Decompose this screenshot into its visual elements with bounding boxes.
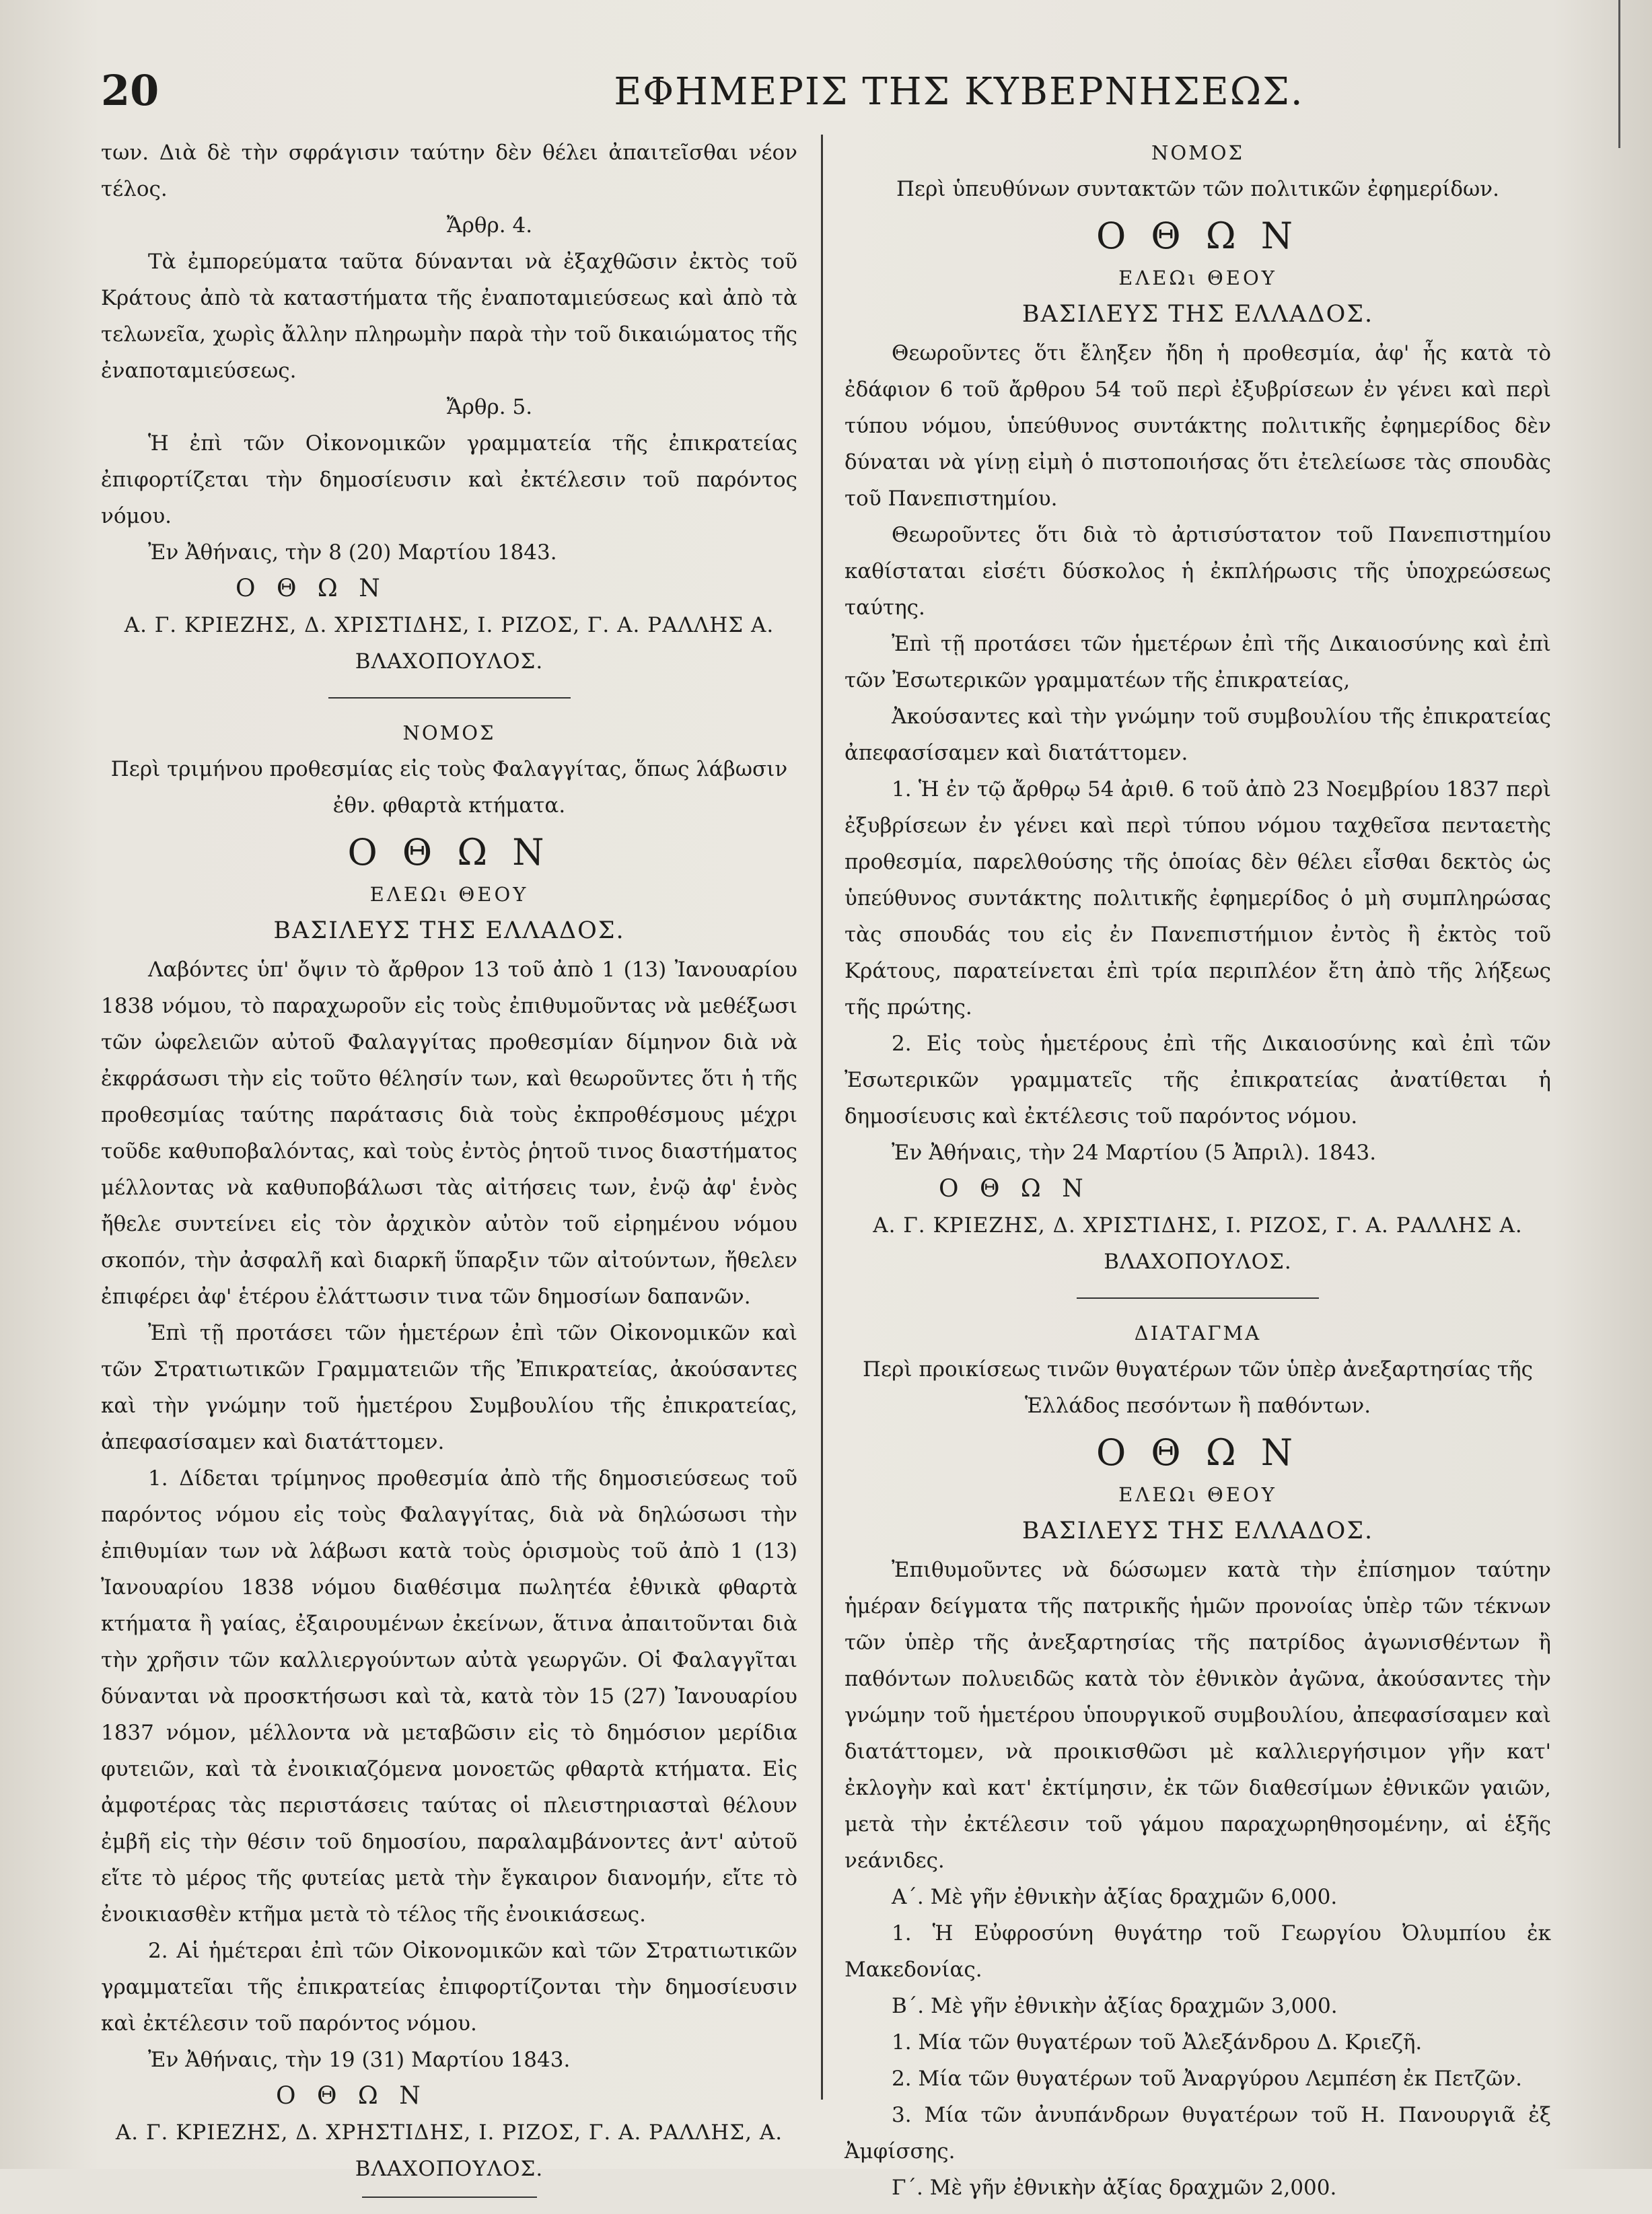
law-subject: Περὶ ὑπευθύνων συντακτῶν τῶν πολιτικῶν ἐφημερίδων. xyxy=(896,177,1499,201)
law-subject: Περὶ τριμήνου προθεσμίας εἰς τοὺς Φαλαγγίτας, ὅπως λάβωσιν ἐθν. φθαρτὰ κτήματα. xyxy=(110,757,788,818)
preamble-paragraph: Θεωροῦντες ὅτι διὰ τὸ ἀρτισύστατον τοῦ Πανεπιστημίου καθίσταται εἰσέτι δύσκολος ἡ ἐκπλήρωσις τῆς ὑποχρεώσεως ταύτης. xyxy=(845,523,1551,620)
law-paragraph: 2. Εἰς τοὺς ἡμετέρους ἐπὶ τῆς Δικαιοσύνης καὶ ἐπὶ τῶν Ἐσωτερικῶν γραμματεῖς τῆς ἐπικρατείας ἀνατίθεται ἡ δημοσίευσις καὶ ἐκτέλεσις τοῦ παρόντος νόμου. xyxy=(845,1032,1551,1129)
page-header xyxy=(101,61,1622,128)
decree-paragraph: Ἐπιθυμοῦντες νὰ δώσωμεν κατὰ τὴν ἐπίσημον ταύτην ἡμέραν δείγματα τῆς πατρικῆς ἡμῶν προνοίας ὑπὲρ τῶν τέκνων τῶν ὑπὲρ τῆς ἀνεξαρτησίας τῆς πατρίδος ἀγωνισθέντων ἢ παθόντων πολυειδῶς κατὰ τὸν ἐθνικὸν ἀγῶνα, ἀκούσαντες τὴν γνώμην τοῦ ἡμετέρου ὑπουργικοῦ συμβουλίου, ἀπεφασίσαμεν καὶ διατάττομεν, νὰ προικισθῶσι μὲ καλλιεργήσιμον γῆν κατ' ἐκλογὴν καὶ κατ' ἐκτίμησιν, ἐκ τῶν διαθεσίμων ἐθνικῶν γαιῶν, μετὰ τὴν ἐκτέλεσιν τοῦ γάμου παραχωρηθησομένην, αἱ ἑξῆς νεάνιδες. xyxy=(845,1558,1551,1873)
king-name: Ο Θ Ω Ν xyxy=(347,831,551,873)
continuation-text: των. Διὰ δὲ τὴν σφράγισιν ταύτην δὲν θέλει ἀπαιτεῖσθαι νέον τέλος. xyxy=(101,141,797,201)
end-rule xyxy=(362,2197,537,2198)
by-grace-of-god: ΕΛΕΩι ΘΕΟΥ xyxy=(1118,266,1277,289)
signature: Ο Θ Ω Ν xyxy=(939,1175,1090,1203)
page-edge-line xyxy=(1618,0,1620,148)
by-grace-of-god: ΕΛΕΩι ΘΕΟΥ xyxy=(1118,1483,1277,1506)
signature: Ο Θ Ω Ν xyxy=(276,2082,427,2110)
dowry-group-heading: Γ΄. Μὲ γῆν ἐθνικὴν ἀξίας δραχμῶν 2,000. xyxy=(892,2176,1337,2200)
ministers-signatures: Α. Γ. ΚΡΙΕΖΗΣ, Δ. ΧΡΗΣΤΙΔΗΣ, Ι. ΡΙΖΟΣ, Γ. Α. ΡΑΛΛΗΣ, Α. ΒΛΑΧΟΠΟΥΛΟΣ. xyxy=(115,2120,783,2181)
law-paragraph: 1. Ἡ ἐν τῷ ἄρθρῳ 54 ἀριθ. 6 τοῦ ἀπὸ 23 Νοεμβρίου 1837 περὶ ἐξυβρίσεων ἐν γένει καὶ περὶ τύπου νόμου ταχθεῖσα πενταετὴς προθεσμία, παρελθούσης τῆς ὁποίας δὲν θέλει εἶσθαι δεκτὸς ὡς ὑπεύθυνος συντάκτης πολιτικῆς ἐφημερίδος ὁ μὴ συμπληρώσας τὰς σπουδάς του εἰς ἐν Πανεπιστήμιον ἐντὸς ἢ ἐκτὸς τοῦ Κράτους, παρατείνεται ἐπὶ τρία περιπλέον ἔτη ἀπὸ τῆς λήξεως τῆς πρώτης. xyxy=(845,777,1551,1020)
dowry-entry: 3. Μία τῶν ἀνυπάνδρων θυγατέρων τοῦ Η. Πανουργιᾶ ἐξ Ἀμφίσσης. xyxy=(845,2103,1551,2164)
by-grace-of-god: ΕΛΕΩι ΘΕΟΥ xyxy=(369,883,529,906)
ministers-signatures: Α. Γ. ΚΡΙΕΖΗΣ, Δ. ΧΡΙΣΤΙΔΗΣ, Ι. ΡΙΖΟΣ, Γ. Α. ΡΑΛΛΗΣ Α. ΒΛΑΧΟΠΟΥΛΟΣ. xyxy=(873,1213,1523,1274)
preamble-paragraph: Ἀκούσαντες καὶ τὴν γνώμην τοῦ συμβουλίου τῆς ἐπικρατείας ἀπεφασίσαμεν καὶ διατάττομεν. xyxy=(845,705,1551,765)
column-divider xyxy=(821,135,823,2100)
king-title: ΒΑΣΙΛΕΥΣ ΤΗΣ ΕΛΛΑΔΟΣ. xyxy=(1021,301,1374,328)
date-line: Ἐν Ἀθήναις, τὴν 8 (20) Μαρτίου 1843. xyxy=(148,540,557,565)
article-heading: Ἄρθρ. 4. xyxy=(446,213,533,238)
section-rule xyxy=(328,697,571,699)
decree-label: ΔΙΑΤΑΓΜΑ xyxy=(1134,1322,1262,1345)
dowry-entry: 1. Ἡ Εὐφροσύνη θυγάτηρ τοῦ Γεωργίου Ὀλυμπίου ἐκ Μακεδονίας. xyxy=(845,1921,1551,1982)
king-name: Ο Θ Ω Ν xyxy=(1096,215,1300,257)
preamble-paragraph: Λαβόντες ὑπ' ὄψιν τὸ ἄρθρον 13 τοῦ ἀπὸ 1 (13) Ἰανουαρίου 1838 νόμου, τὸ παραχωροῦν εἰς τοὺς ἐπιθυμοῦντας νὰ μεθέξωσι τῶν ὠφελειῶν αὐτοῦ Φαλαγγίτας προθεσμίαν δίμηνον διὰ νὰ ἐκφράσωσι τὴν εἰς τοῦτο θέλησίν των, καὶ θεωροῦντες ὅτι ἡ τῆς προθεσμίας ταύτης παράτασις διὰ τοὺς ἐκπροθέσμους μέχρι τοῦδε καθυποβαλόντας, καὶ τοὺς ἐντὸς ῥητοῦ τινος διαστήματος μέλλοντας νὰ καθυποβάλωσι τὰς αἰτήσεις των, ἐνῷ ἀφ' ἑνὸς ἤθελε συντείνει εἰς τὸν ἀρχικὸν αὐτὸν τοῦ εἰρημένου νόμου σκοπόν, τὴν ἀσφαλῆ καὶ διαρκῆ ὕπαρξιν τῶν αἰτούντων, ἤθελεν ἐπιφέρει ἀφ' ἑτέρου ἐλάττωσιν τινα τῶν δημοσίων δαπανῶν. xyxy=(101,958,797,1309)
preamble-paragraph: Ἐπὶ τῇ προτάσει τῶν ἡμετέρων ἐπὶ τῆς Δικαιοσύνης καὶ ἐπὶ τῶν Ἐσωτερικῶν γραμματέων τῆς ἐπικρατείας, xyxy=(845,632,1551,692)
date-line: Ἐν Ἀθήναις, τὴν 19 (31) Μαρτίου 1843. xyxy=(148,2048,571,2072)
right-column xyxy=(845,135,1551,2206)
king-name: Ο Θ Ω Ν xyxy=(1096,1431,1300,1474)
preamble-paragraph: Θεωροῦντες ὅτι ἔληξεν ἤδη ἡ προθεσμία, ἀφ' ἧς κατὰ τὸ ἐδάφιον 6 τοῦ ἄρθρου 54 τοῦ περὶ ἐξυβρίσεων ἐν γένει καὶ περὶ τύπου νόμου, ὑπεύθυνος συντάκτης πολιτικῆς ἐφημερίδος δὲν δύναται νὰ γίνῃ εἰμὴ ὁ πιστοποιήσας ὅτι ἐτελείωσε τὰς σπουδὰς τοῦ Πανεπιστημίου. xyxy=(845,341,1551,511)
law-paragraph: 1. Δίδεται τρίμηνος προθεσμία ἀπὸ τῆς δημοσιεύσεως τοῦ παρόντος νόμου εἰς τοὺς Φαλαγγίτας, διὰ νὰ δηλώσωσι τὴν ἐπιθυμίαν των νὰ λάβωσι κατὰ τοὺς ὁρισμοὺς τοῦ ἀπὸ 1 (13) Ἰανουαρίου 1838 νόμου διαθέσιμα πωλητέα ἐθνικὰ φθαρτὰ κτήματα ἢ γαίας, ἐξαιρουμένων ἐκείνων, ἅτινα ἀπαιτοῦνται διὰ τὴν χρῆσιν τῶν καλλιεργούντων αὐτὰ γεωργῶν. Οἱ Φαλαγγῖται δύνανται νὰ προσκτήσωσι καὶ τὰ, κατὰ τὸν 15 (27) Ἰανουαρίου 1837 νόμον, μέλλοντα νὰ μεταβῶσιν εἰς τὸ δημόσιον μερίδια φυτειῶν, καὶ τὰ ἐνοικιαζόμενα μονοετῶς φθαρτὰ κτήματα. Εἰς ἀμφοτέρας τὰς περιστάσεις ταύτας οἱ πλειστηριασταὶ θέλουν ἐμβῆ εἰς τὴν θέσιν τοῦ δημοσίου, παραλαμβάνοντες ἀντ' αὐτοῦ εἴτε τὸ μέρος τῆς φυτείας μετὰ τὴν ἔγκαιρον διανομήν, εἴτε τὸ ἐνοικιασθὲν κτῆμα μετὰ τὸ τέλος τῆς ἐνοικιάσεως. xyxy=(101,1466,797,1927)
article-heading: Ἄρθρ. 5. xyxy=(446,395,533,419)
decree-subject: Περὶ προικίσεως τινῶν θυγατέρων τῶν ὑπὲρ ἀνεξαρτησίας τῆς Ἑλλάδος πεσόντων ἢ παθόντων. xyxy=(863,1357,1533,1418)
article-text: Ἡ ἐπὶ τῶν Οἰκονομικῶν γραμματεία τῆς ἐπικρατείας ἐπιφορτίζεται τὴν δημοσίευσιν καὶ ἐκτέλεσιν τοῦ παρόντος νόμου. xyxy=(101,431,797,528)
king-title: ΒΑΣΙΛΕΥΣ ΤΗΣ ΕΛΛΑΔΟΣ. xyxy=(1021,1517,1374,1544)
page-number: 20 xyxy=(101,66,159,115)
preamble-paragraph: Ἐπὶ τῇ προτάσει τῶν ἡμετέρων ἐπὶ τῶν Οἰκονομικῶν καὶ τῶν Στρατιωτικῶν Γραμματειῶν τῆς Ἐπικρατείας, ἀκούσαντες καὶ τὴν γνώμην τοῦ ἡμετέρου Συμβουλίου τῆς ἐπικρατείας, ἀπεφασίσαμεν καὶ διατάττομεν. xyxy=(101,1321,797,1454)
article-text: Τὰ ἐμπορεύματα ταῦτα δύνανται νὰ ἐξαχθῶσιν ἐκτὸς τοῦ Κράτους ἀπὸ τὰ καταστήματα τῆς ἐναποταμιεύσεως καὶ ἀπὸ τὰ τελωνεῖα, χωρὶς ἄλλην πληρωμὴν παρὰ τὴν τοῦ δικαιώματος τῆς ἐναποταμιεύσεως. xyxy=(101,250,797,383)
law-paragraph: 2. Αἱ ἡμέτεραι ἐπὶ τῶν Οἰκονομικῶν καὶ τῶν Στρατιωτικῶν γραμματεῖαι τῆς ἐπικρατείας ἐπιφορτίζονται τὴν δημοσίευσιν καὶ ἐκτέλεσιν τοῦ παρόντος νόμου. xyxy=(101,1939,797,2036)
dowry-group-heading: Β΄. Μὲ γῆν ἐθνικὴν ἀξίας δραχμῶν 3,000. xyxy=(892,1994,1338,2018)
section-rule xyxy=(1077,1297,1319,1299)
dowry-group-heading: Α΄. Μὲ γῆν ἐθνικὴν ἀξίας δραχμῶν 6,000. xyxy=(892,1885,1338,1909)
king-title: ΒΑΣΙΛΕΥΣ ΤΗΣ ΕΛΛΑΔΟΣ. xyxy=(273,917,625,944)
date-line: Ἐν Ἀθήναις, τὴν 24 Μαρτίου (5 Ἀπριλ). 1843. xyxy=(892,1141,1377,1165)
dowry-entry: 1. Μία τῶν θυγατέρων τοῦ Ἀλεξάνδρου Δ. Κριεζῆ. xyxy=(892,2030,1423,2055)
signature: Ο Θ Ω Ν xyxy=(236,575,387,602)
ministers-signatures: Α. Γ. ΚΡΙΕΖΗΣ, Δ. ΧΡΙΣΤΙΔΗΣ, Ι. ΡΙΖΟΣ, Γ. Α. ΡΑΛΛΗΣ Α. ΒΛΑΧΟΠΟΥΛΟΣ. xyxy=(124,613,775,674)
dowry-entry: 2. Μία τῶν θυγατέρων τοῦ Ἀναργύρου Λεμπέση ἐκ Πετζῶν. xyxy=(892,2067,1522,2091)
running-title: ΕΦΗΜΕΡΙΣ ΤΗΣ ΚΥΒΕΡΝΗΣΕΩΣ. xyxy=(614,70,1304,114)
left-column xyxy=(101,135,797,2214)
law-label: ΝΟΜΟΣ xyxy=(402,721,496,744)
law-label: ΝΟΜΟΣ xyxy=(1151,141,1245,164)
